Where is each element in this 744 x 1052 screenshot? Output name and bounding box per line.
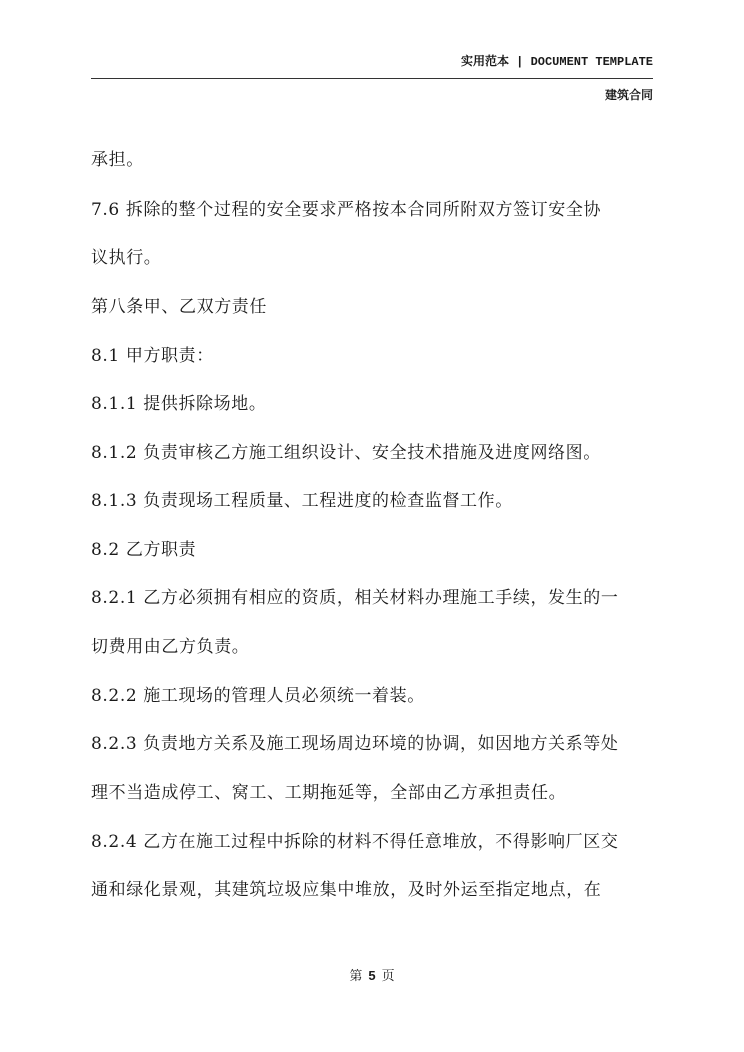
text-line: 议执行。 — [91, 248, 162, 268]
text-line: 切费用由乙方负责。 — [91, 637, 250, 657]
text-line: 8.2 乙方职责 — [91, 540, 197, 560]
header-divider — [91, 78, 653, 79]
text-line: 8.2.2 施工现场的管理人员必须统一着装。 — [91, 686, 425, 706]
page-number: 5 — [368, 968, 376, 983]
text-line: 7.6 拆除的整个过程的安全要求严格按本合同所附双方签订安全协 — [91, 200, 602, 220]
text-line: 8.1.3 负责现场工程质量、工程进度的检查监督工作。 — [91, 491, 513, 511]
text-line: 8.1 甲方职责： — [91, 346, 214, 366]
page-number-suffix: 页 — [381, 969, 395, 984]
page-footer — [0, 965, 744, 984]
header-title: 实用范本 | DOCUMENT TEMPLATE — [460, 55, 653, 69]
text-line: 8.2.3 负责地方关系及施工现场周边环境的协调，如因地方关系等处 — [91, 734, 619, 754]
header-subtitle: 建筑合同 — [604, 88, 653, 102]
text-line: 8.2.4 乙方在施工过程中拆除的材料不得任意堆放，不得影响厂区交 — [91, 832, 619, 852]
text-line: 通和绿化景观，其建筑垃圾应集中堆放，及时外运至指定地点，在 — [91, 880, 602, 900]
text-line: 理不当造成停工、窝工、工期拖延等，全部由乙方承担责任。 — [91, 783, 567, 803]
text-line: 承担。 — [91, 150, 144, 170]
text-line: 8.1.2 负责审核乙方施工组织设计、安全技术措施及进度网络图。 — [91, 443, 601, 463]
text-line: 8.1.1 提供拆除场地。 — [91, 394, 267, 414]
text-line: 8.2.1 乙方必须拥有相应的资质，相关材料办理施工手续，发生的一 — [91, 588, 619, 608]
page-number-prefix: 第 — [349, 969, 363, 984]
text-line: 第八条甲、乙双方责任 — [91, 297, 267, 317]
